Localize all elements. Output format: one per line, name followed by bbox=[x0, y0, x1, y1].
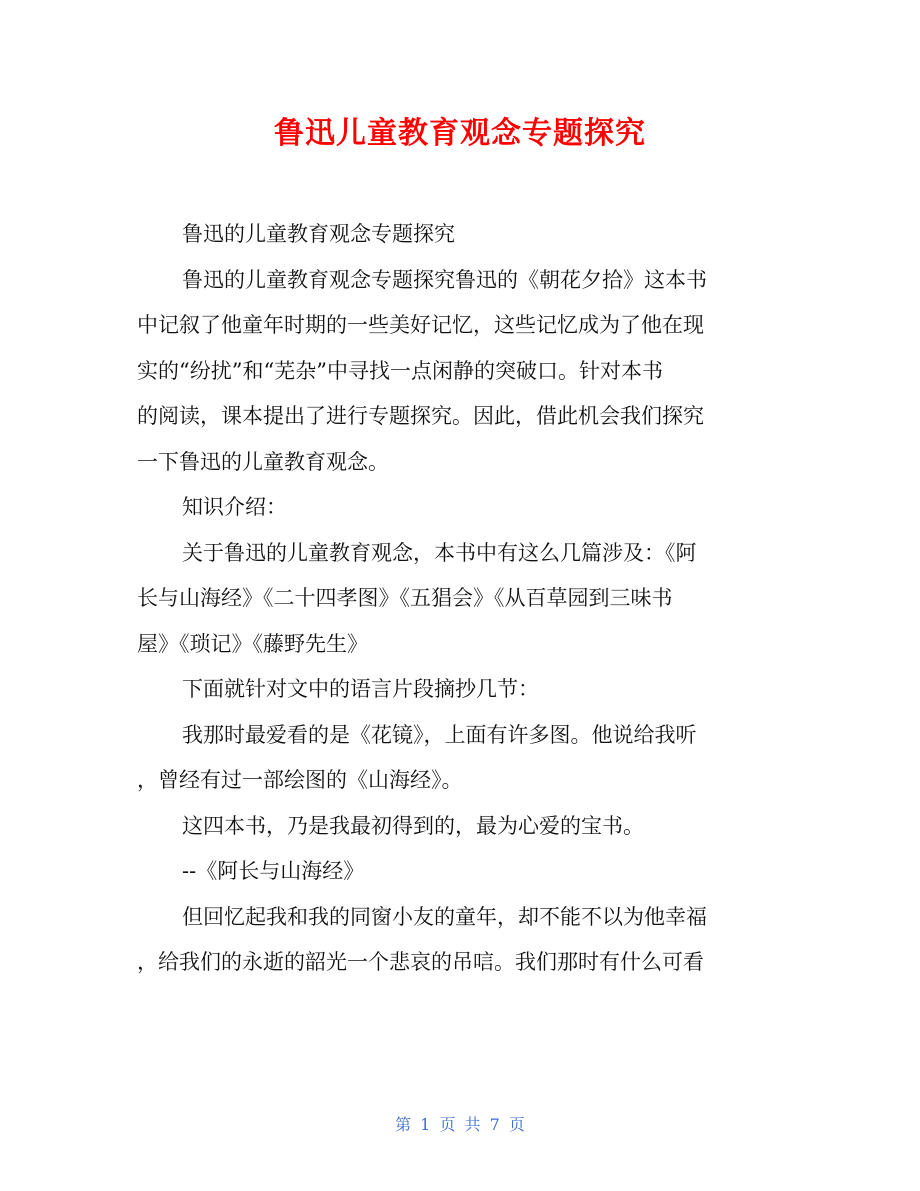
document-body bbox=[137, 212, 783, 986]
paragraph-articles bbox=[137, 531, 783, 668]
text-line: 关于鲁迅的儿童教育观念，本书中有这么几篇涉及：《阿 bbox=[182, 540, 697, 565]
text-line: --《阿长与山海经》 bbox=[182, 859, 365, 883]
paragraph-quote-2 bbox=[137, 804, 783, 850]
paragraph-excerpt-intro bbox=[137, 667, 783, 713]
text-line: ，曾经有过一部绘图的《山海经》。 bbox=[137, 768, 463, 792]
text-line: 中记叙了他童年时期的一些美好记忆，这些记忆成为了他在现 bbox=[137, 313, 704, 337]
page-number-footer: 第 1 页 共 7 页 bbox=[395, 1115, 525, 1134]
text-line: 一下鲁迅的儿童教育观念。 bbox=[137, 449, 389, 474]
text-line: 鲁迅的儿童教育观念专题探究 bbox=[182, 222, 455, 246]
document-title: 鲁迅儿童教育观念专题探究 bbox=[274, 116, 646, 151]
text-line: 知识介绍： bbox=[182, 495, 287, 519]
text-line: 下面就针对文中的语言片段摘抄几节： bbox=[182, 677, 539, 701]
paragraph-quote-1 bbox=[137, 713, 783, 804]
paragraph-knowledge-heading bbox=[137, 485, 783, 531]
text-line: 长与山海经》《二十四孝图》《五猖会》《从百草园到三味书 bbox=[137, 586, 673, 610]
paragraph-source bbox=[137, 849, 783, 895]
text-line: 这四本书，乃是我最初得到的，最为心爱的宝书。 bbox=[182, 813, 644, 838]
text-line: 鲁迅的儿童教育观念专题探究鲁迅的《朝花夕拾》这本书 bbox=[182, 267, 707, 292]
text-line: ，给我们的永逝的韶光一个悲哀的吊唁。我们那时有什么可看 bbox=[137, 950, 704, 974]
paragraph-subtitle bbox=[137, 212, 783, 258]
paragraph-intro bbox=[137, 258, 783, 486]
text-line: 的阅读，课本提出了进行专题探究。因此，借此机会我们探究 bbox=[137, 404, 704, 428]
text-line: 屋》《琐记》《藤野先生》 bbox=[137, 631, 368, 656]
text-line: 但回忆起我和我的同窗小友的童年，却不能不以为他幸福 bbox=[182, 904, 707, 929]
text-line: 实的“纷扰”和“芜杂”中寻找一点闲静的突破口。针对本书 bbox=[137, 358, 663, 383]
paragraph-quote-3 bbox=[137, 895, 783, 986]
text-line: 我那时最爱看的是《花镜》，上面有许多图。他说给我听 bbox=[182, 722, 697, 747]
